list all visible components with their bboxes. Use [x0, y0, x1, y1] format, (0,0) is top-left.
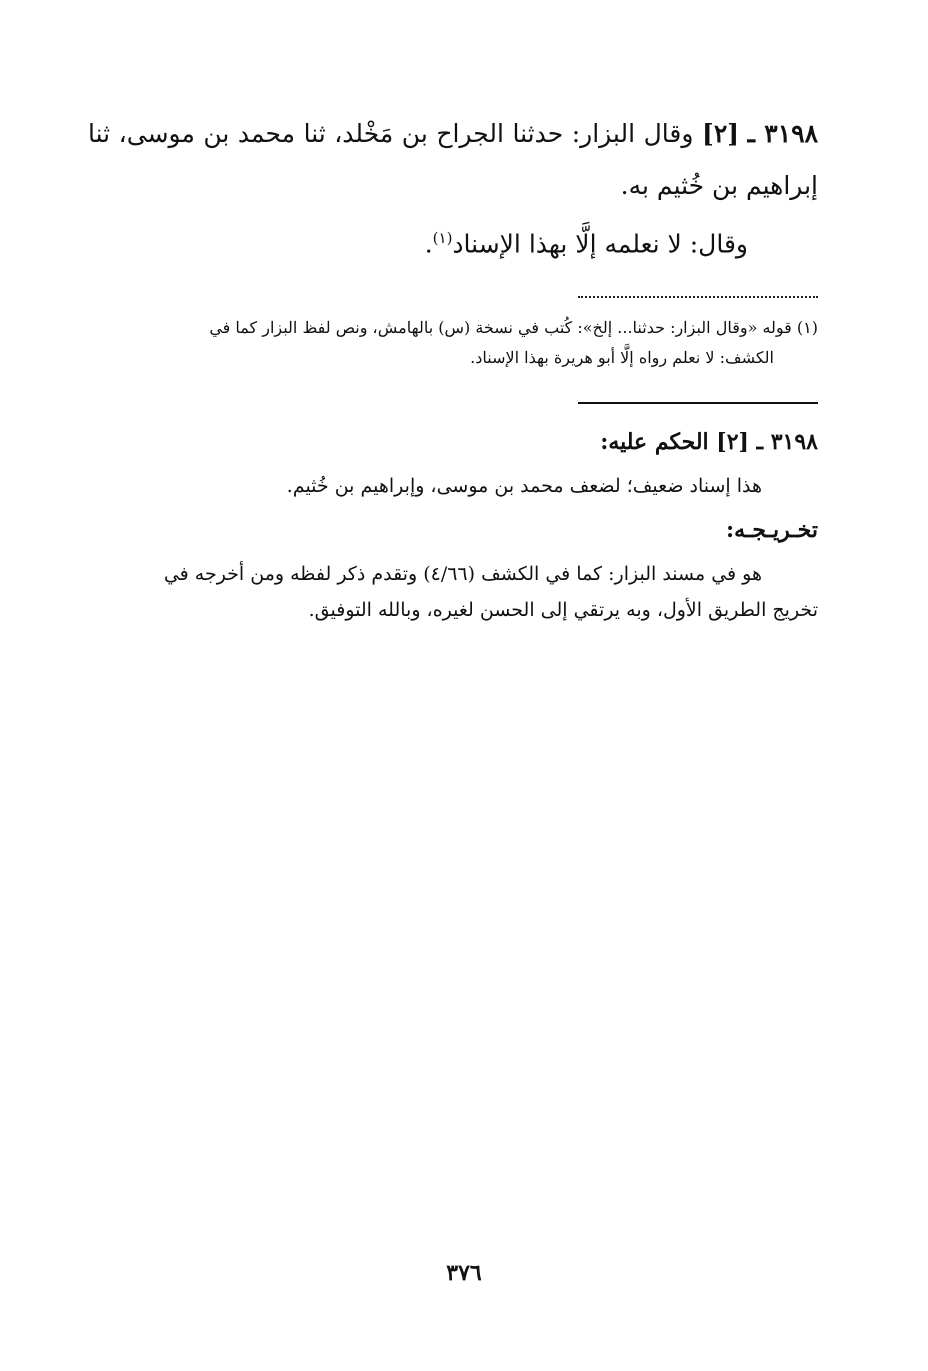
footnote-ref: (١)	[432, 229, 453, 247]
hadith-end: .	[424, 229, 433, 259]
section-rule	[578, 402, 818, 404]
hadith-number: ٣١٩٨ ـ	[747, 119, 819, 148]
footnote-text: قوله «وقال البزار: حدثنا... إلخ»: كُتب في نسخة (س) بالهامش، ونص لفظ البزار كما في	[209, 318, 792, 337]
ruling-text: هذا إسناد ضعيف؛ لضعف محمد بن موسى، وإبراهيم بن خُثيم.	[286, 475, 762, 497]
hadith-marker: [٢]	[701, 119, 740, 148]
hadith-text	[88, 108, 818, 270]
hadith-paragraph	[88, 108, 818, 212]
takhrij-heading: تخـريـجـه:	[725, 517, 818, 543]
footnote	[88, 313, 818, 373]
footnote-continuation: الكشف: لا نعلم رواه إلَّا أبو هريرة بهذا الإسناد.	[470, 348, 774, 367]
takhrij-text	[88, 556, 818, 628]
hadith-chain: وقال البزار: حدثنا الجراح بن مَخْلد، ثنا محمد بن موسى، ثنا إبراهيم بن خُثيم به.	[88, 119, 818, 200]
hadith-comment-text: وقال: لا نعلمه إلَّا بهذا الإسناد	[452, 229, 748, 259]
footnote-line	[88, 313, 818, 343]
ruling-heading: ٣١٩٨ ـ [٢] الحكم عليه:	[600, 429, 818, 455]
hadith-comment	[88, 212, 818, 270]
takhrij-line-1: هو في مسند البزار: كما في الكشف (٤/٦٦) وتقدم ذكر لفظه ومن أخرجه في	[163, 563, 762, 585]
footnote-separator	[578, 282, 818, 298]
page-number: ٣٧٦	[446, 1260, 482, 1286]
takhrij-line-2: تخريج الطريق الأول، وبه يرتقي إلى الحسن لغيره، وبالله التوفيق.	[308, 599, 818, 621]
footnote-number: (١)	[796, 318, 818, 337]
